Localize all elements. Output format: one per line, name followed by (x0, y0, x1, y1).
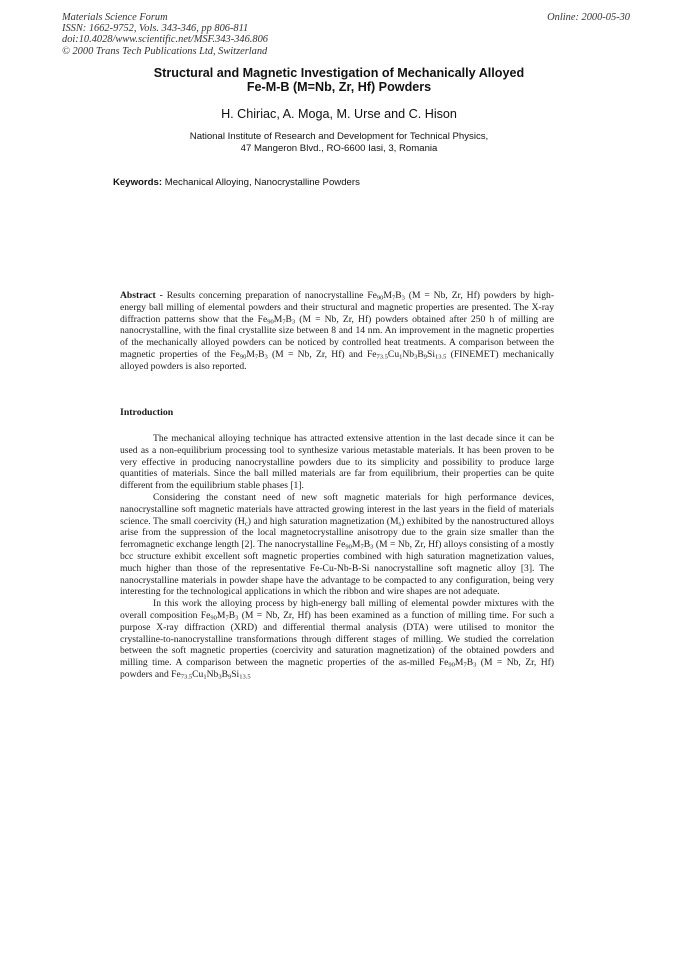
subscript: 1 (399, 353, 403, 361)
abstract (120, 290, 554, 373)
subscript: 3 (291, 318, 296, 326)
paragraph-text: Si (231, 668, 240, 680)
keywords-text: Mechanical Alloying, Nanocrystalline Powders (162, 177, 360, 188)
subscript: 3 (401, 294, 405, 302)
subscript: 7 (391, 294, 396, 302)
subscript: 9 (227, 673, 232, 681)
subscript: 7 (225, 614, 229, 622)
copyright-line: © 2000 Trans Tech Publications Ltd, Switzerland (62, 45, 268, 57)
subscript: 90 (376, 294, 384, 302)
paragraph-text: (M = Nb, Zr, Hf) alloys consisting of a mostly bcc structure exhibit excellent soft magnetic properties combined with high saturation magnetization values, much higher than those of the representative Fe-Cu-Nb-B-Si nanocrystalline soft magnetic alloy [3]. The nanocrystalline materials in powder shape have the advantage to be compacted to any configuration, being very interesting for the technological applications in which the ribbon and wire shapes are not adequate. (120, 539, 555, 598)
abstract-text: B (285, 313, 292, 325)
abstract-text: Nb (402, 348, 415, 360)
abstract-text: Results concerning preparation of nanocrystalline Fe (162, 290, 377, 301)
paragraph-text: B (221, 668, 228, 680)
intro-paragraph-1: The mechanical alloying technique has attracted extensive attention in the last decade since it can be used as a non-equilibrium processing tool to synthesize various metastable materials. It has been proven to be very effective in producing nanocrystalline powders due to its simplicity and possibility to produce large quantities of materials. Since the ball milled materials are far from equilibrium, their properties can be quite different from the equilibrium stable phases [1]. (120, 433, 554, 492)
paragraph-text: (M = Nb, Zr, Hf) powders and Fe (120, 657, 555, 680)
abstract-text: M (383, 290, 392, 301)
subscript: 7 (463, 661, 467, 669)
subscript: 73.5 (376, 353, 388, 361)
keywords-label: Keywords: (113, 177, 163, 188)
subscript: 1 (203, 673, 207, 681)
title-line-1: Structural and Magnetic Investigation of Mechanically Alloyed (153, 66, 525, 80)
subscript: 3 (218, 673, 222, 681)
paragraph-text: M (216, 609, 226, 621)
subscript: 9 (423, 353, 428, 361)
paragraph-text: Cu (192, 668, 204, 680)
journal-header (62, 12, 392, 57)
subscript: c (244, 520, 248, 528)
abstract-text: (M = Nb, Zr, Hf) and Fe (267, 348, 377, 360)
paragraph-text: In this work the alloying process by high-energy ball milling of elemental powder mixtures with the overall composition Fe (120, 598, 554, 621)
subscript: 7 (282, 318, 286, 326)
abstract-text: (M = Nb, Zr, Hf) powders by high-energy ball milling of elemental powders and their structural and magnetic properties are presented. The X-ray diffraction patterns show that the Fe (120, 290, 555, 325)
abstract-text: B (258, 348, 265, 360)
subscript: s (398, 520, 402, 528)
title-line-2: Fe-M-B (M=Nb, Zr, Hf) Powders (246, 80, 432, 95)
keywords (113, 177, 360, 188)
subscript: 90 (345, 543, 352, 551)
journal-name: Materials Science Forum (62, 12, 168, 23)
affiliation (60, 131, 618, 155)
paragraph-text: M (351, 539, 361, 551)
subscript: 3 (370, 543, 374, 551)
paragraph-text: M (454, 657, 464, 669)
abstract-text: B (395, 290, 402, 301)
section-heading-introduction: Introduction (120, 407, 174, 418)
subscript: 90 (267, 318, 274, 326)
subscript: 3 (414, 353, 418, 361)
abstract-text: (M = Nb, Zr, Hf) powders obtained after 250 h of milling are nanocrystalline, with the final crystallite size between 8 and 14 nm. An improvement in the magnetic properties of the mechanically alloyed powders can be noticed by controlled heat treatments. A comparison between the magnetic properties of the Fe (120, 313, 555, 360)
doi-line[interactable]: doi:10.4028/www.scientific.net/MSF.343-346.806 (62, 34, 268, 46)
subscript: 90 (448, 661, 455, 669)
paragraph-text: ) exhibited by the nanostructured alloys arise from the suppression of the local magnetocrystalline anisotropy due to the grain size smaller than the ferromagnetic exchange length [2]. The nanocrystalline Fe (120, 515, 554, 551)
subscript: 13.5 (435, 353, 447, 361)
subscript: 90 (210, 614, 217, 622)
paragraph-text: B (228, 609, 236, 621)
introduction-body (120, 433, 554, 681)
paragraph-text: Nb (206, 668, 219, 680)
abstract-text: Si (427, 348, 436, 360)
issn-line: ISSN: 1662-9752, Vols. 343-346, pp 806-811 (62, 23, 249, 35)
intro-paragraph-3 (120, 598, 554, 681)
abstract-text: Cu (387, 348, 400, 360)
paragraph-text: B (466, 657, 474, 669)
paragraph-text: ) and high saturation magnetization (M (247, 515, 399, 527)
subscript: 7 (254, 353, 259, 361)
author-list: H. Chiriac, A. Moga, M. Urse and C. Hison (221, 107, 457, 121)
paragraph-text: Considering the constant need of new soft magnetic materials for high performance devices, nanocrystalline soft magnetic materials have attracted growing interest in the last years in the field of materials science. The small coercivity (H (120, 491, 554, 527)
paragraph-text: (M = Nb, Zr, Hf) has been examined as a function of milling time. For such a purpose X-ray diffraction (XRD) and differential thermal analysis (DTA) were utilised to monitor the crystalline-to-nanocrystalline transformations through different stages of milling. We studied the correlation between the soft magnetic properties (coercivity and saturation magnetization) of the obtained powders and milling time. A comparison between the magnetic properties of the as-milled Fe (120, 609, 554, 669)
subscript: 13.5 (239, 673, 251, 681)
intro-paragraph-2 (120, 492, 554, 598)
subscript: 3 (264, 353, 268, 361)
subscript: 73.5 (180, 673, 193, 681)
paper-title (60, 66, 618, 95)
online-date: Online: 2000-05-30 (547, 12, 630, 23)
abstract-text: M (246, 348, 255, 360)
abstract-text: M (273, 313, 283, 325)
abstract-text: (FINEMET) mechanically alloyed powders is also reported. (120, 348, 554, 372)
subscript: 3 (473, 661, 477, 669)
paragraph-text: B (363, 539, 371, 551)
affiliation-line-2: 47 Mangeron Blvd., RO-6600 Iasi, 3, Romania (240, 143, 438, 154)
subscript: 3 (235, 614, 239, 622)
affiliation-line-1: National Institute of Research and Development for Technical Physics, (189, 131, 489, 142)
subscript: 90 (239, 353, 247, 361)
abstract-label: Abstract - (120, 290, 163, 301)
abstract-text: B (417, 348, 424, 360)
subscript: 7 (360, 543, 364, 551)
